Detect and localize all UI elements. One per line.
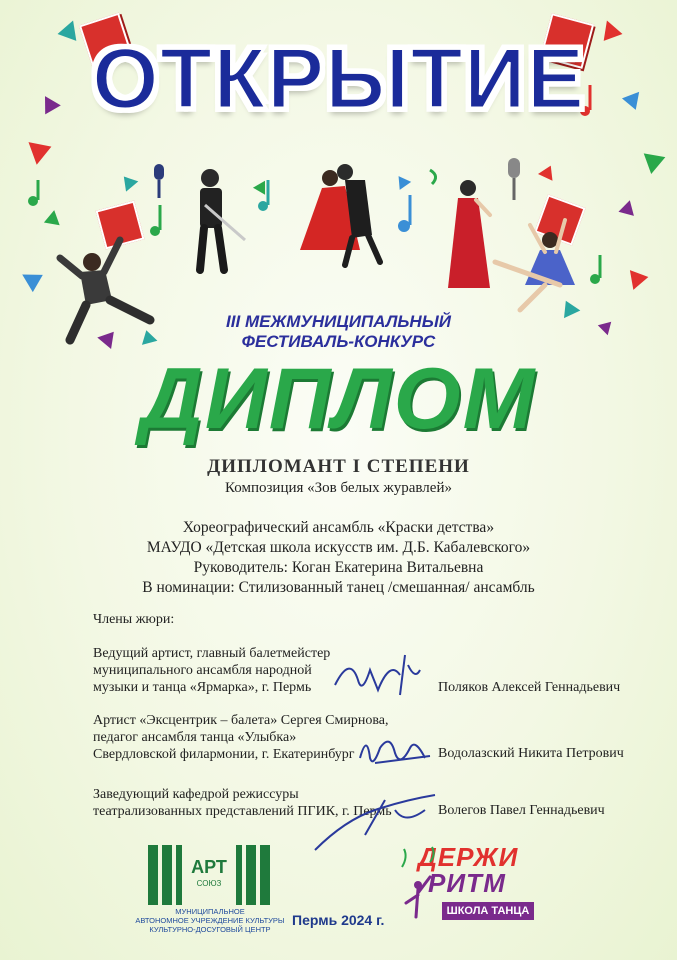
nomination-label: В номинации: (142, 579, 235, 596)
signature-2 (355, 728, 455, 778)
art-logo-sub: СОЮЗ (196, 879, 222, 888)
school-name: МАУДО «Детская школа искусств им. Д.Б. Кабалевского» (146, 539, 531, 556)
ritm-logo-line2: РИТМ (428, 868, 506, 898)
jury-member-2-position (93, 712, 388, 763)
nomination-value: Стилизованный танец /смешанная/ ансамбль (238, 579, 535, 596)
position-line: музыки и танца «Ярмарка», г. Пермь (93, 680, 312, 695)
jury-member-3-name: Волегов Павел Геннадьевич (438, 803, 605, 818)
art-logo-mark: АРТ (191, 857, 227, 877)
caption-line: АВТОНОМНОЕ УЧРЕЖДЕНИЕ КУЛЬТУРЫ (135, 916, 285, 925)
header-title: ОТКРЫТИЕ (91, 31, 586, 127)
position-line: театрализованных представлений ПГИК, г. Пермь (93, 804, 392, 819)
nomination-line (0, 578, 677, 598)
singer-figure (448, 180, 490, 288)
composition-title: Композиция «Зов белых журавлей» (225, 480, 452, 496)
art-logo-caption (120, 907, 300, 934)
jury-member-2-name: Водолазский Никита Петрович (438, 746, 624, 761)
leader-label: Руководитель: (193, 559, 288, 576)
festival-title (0, 312, 677, 352)
derzhi-ritm-logo (400, 842, 540, 928)
dancer-silhouette-icon (400, 847, 440, 927)
ritm-logo-line1: ДЕРЖИ (418, 842, 519, 872)
position-line: Ведущий артист, главный балетмейстер (93, 646, 331, 661)
position-line: педагог ансамбля танца «Улыбка» (93, 730, 297, 745)
position-line: Заведующий кафедрой режиссуры (93, 787, 299, 802)
position-line: Артист «Эксцентрик – балета» Сергея Смирнова, (93, 713, 389, 728)
jury-member-1-name: Поляков Алексей Геннадьевич (438, 680, 621, 695)
dancing-couple-figure (300, 164, 380, 265)
festival-line-2: ФЕСТИВАЛЬ-КОНКУРС (241, 332, 436, 351)
caption-line: МУНИЦИПАЛЬНОЕ (175, 907, 245, 916)
festival-line-1: III МЕЖМУНИЦИПАЛЬНЫЙ (226, 312, 451, 331)
position-line: муниципального ансамбля народной (93, 663, 312, 678)
position-line: Свердловской филармонии, г. Екатеринбург (93, 747, 355, 762)
leader-name: Коган Екатерина Витальевна (291, 559, 484, 576)
caption-line: КУЛЬТУРНО-ДОСУГОВЫЙ ЦЕНТР (149, 925, 271, 934)
ballerina-figure (495, 220, 575, 310)
diploma-degree: ДИПЛОМАНТ I СТЕПЕНИ (207, 456, 470, 477)
ensemble-name: Хореографический ансамбль «Краски детства» (182, 519, 495, 536)
jury-member-1-position (93, 645, 330, 696)
diploma-title: ДИПЛОМ (140, 351, 537, 447)
leader-line (0, 558, 677, 578)
jury-heading: Члены жюри: (93, 612, 175, 627)
ritm-logo-sub: ШКОЛА ТАНЦА (442, 902, 534, 920)
city-year: Пермь 2024 г. (292, 912, 385, 928)
guitarist-figure (200, 169, 245, 270)
art-soyuz-logo (148, 845, 273, 905)
signature-1 (330, 650, 430, 700)
